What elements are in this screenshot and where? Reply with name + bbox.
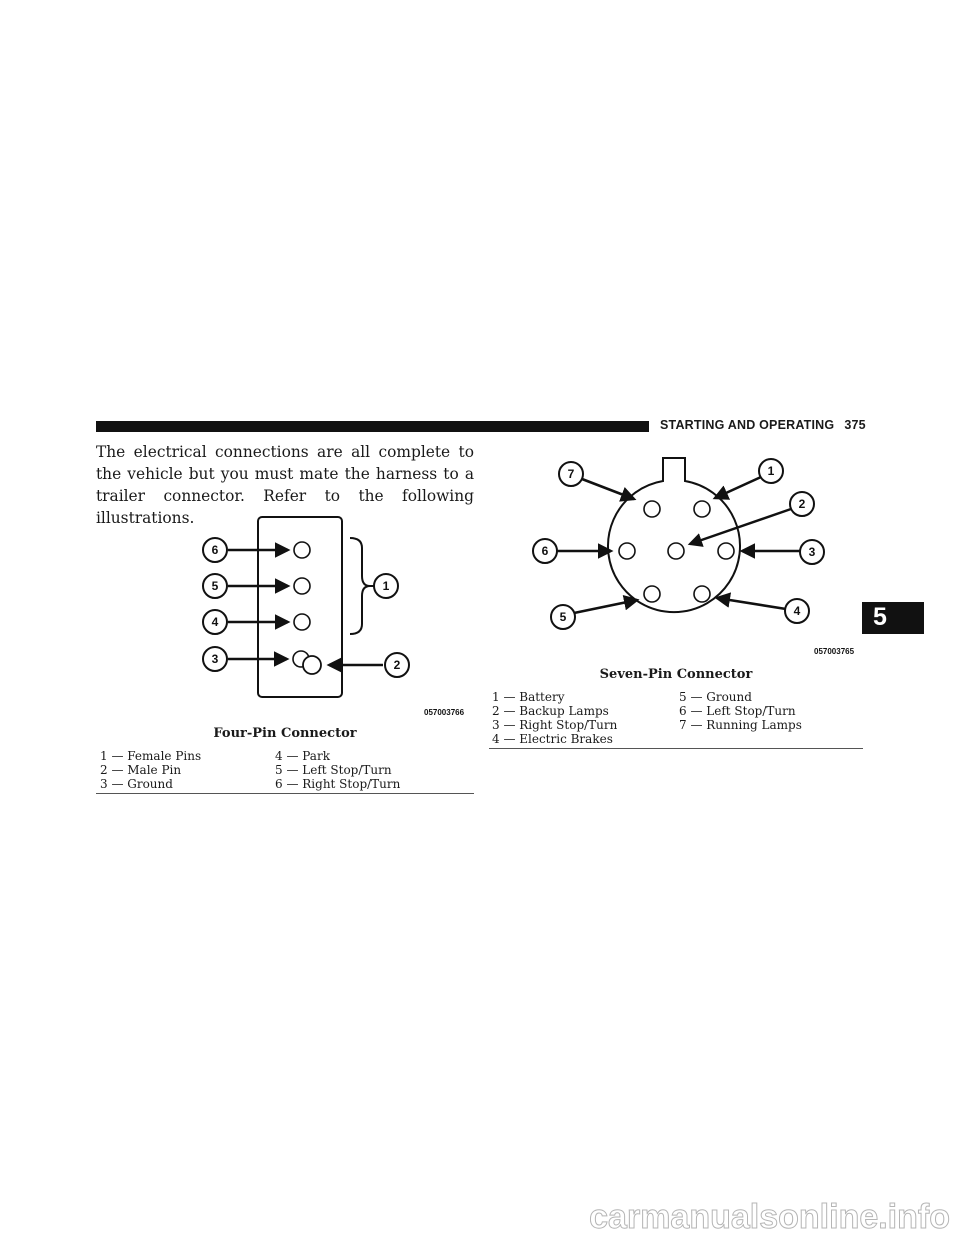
- svg-text:7: 7: [567, 467, 575, 481]
- callout-2: [385, 653, 409, 677]
- seven-pin-pin-2: [668, 543, 684, 559]
- seven-pin-legend-rule: [489, 748, 863, 749]
- seven-pin-pin-5: [644, 586, 660, 602]
- legend-item: 2 — Male Pin: [100, 763, 182, 777]
- seven-pin-pin-1: [694, 501, 710, 517]
- arrow-7: [582, 479, 634, 499]
- svg-text:1: 1: [382, 579, 390, 593]
- four-pin-pin-6: [294, 542, 310, 558]
- watermark: [0, 1190, 960, 1242]
- watermark-text: carmanualsonline.info: [589, 1198, 950, 1236]
- female-pins-bracket: [350, 538, 370, 634]
- callout-3: [800, 540, 824, 564]
- svg-text:3: 3: [808, 545, 816, 559]
- seven-pin-legend: [492, 690, 863, 748]
- page-number: 375: [844, 418, 866, 432]
- svg-text:6: 6: [211, 543, 219, 557]
- legend-item: 6 — Right Stop/Turn: [275, 777, 401, 791]
- seven-pin-pin-4: [694, 586, 710, 602]
- svg-text:6: 6: [541, 544, 549, 558]
- svg-text:2: 2: [393, 658, 401, 672]
- legend-item: 7 — Running Lamps: [679, 718, 802, 732]
- callout-6: [203, 538, 227, 562]
- callout-4: [203, 610, 227, 634]
- legend-item: 3 — Right Stop/Turn: [492, 718, 618, 732]
- legend-item: 1 — Female Pins: [100, 749, 202, 763]
- four-pin-legend: [100, 749, 474, 793]
- seven-pin-pin-3: [718, 543, 734, 559]
- legend-item: 1 — Battery: [492, 690, 565, 704]
- seven-pin-diagram: [533, 458, 855, 656]
- callout-4: [785, 599, 809, 623]
- svg-text:4: 4: [211, 615, 219, 629]
- callout-5: [203, 574, 227, 598]
- callout-5: [551, 605, 575, 629]
- seven-pin-pin-6: [619, 543, 635, 559]
- svg-text:4: 4: [793, 604, 801, 618]
- svg-text:1: 1: [767, 464, 775, 478]
- legend-item: 4 — Park: [275, 749, 330, 763]
- svg-text:3: 3: [211, 652, 219, 666]
- svg-text:2: 2: [798, 497, 806, 511]
- four-pin-figure-id: 057003766: [424, 708, 465, 717]
- legend-item: 3 — Ground: [100, 777, 173, 791]
- legend-item: 2 — Backup Lamps: [492, 704, 609, 718]
- callout-7: [559, 462, 583, 486]
- seven-pin-figure-id: 057003765: [814, 647, 855, 656]
- four-pin-male-pin: [303, 656, 321, 674]
- intro-paragraph: The electrical connections are all complete to the vehicle but you must mate the harness to a trailer connector. Refer to the following illustrations.: [96, 443, 474, 527]
- four-pin-pin-4: [294, 614, 310, 630]
- arrow-5: [574, 600, 637, 613]
- four-pin-diagram: [203, 517, 465, 717]
- seven-pin-housing: [608, 458, 740, 612]
- callout-3: [203, 647, 227, 671]
- arrow-4: [717, 598, 786, 609]
- seven-pin-pin-7: [644, 501, 660, 517]
- legend-item: 5 — Left Stop/Turn: [275, 763, 392, 777]
- svg-text:5: 5: [211, 579, 219, 593]
- arrow-1: [715, 477, 761, 498]
- callout-6: [533, 539, 557, 563]
- callout-1: [374, 574, 398, 598]
- seven-pin-caption: Seven-Pin Connector: [599, 667, 753, 682]
- four-pin-caption: Four-Pin Connector: [213, 726, 357, 741]
- chapter-number: 5: [873, 603, 887, 631]
- callout-2: [790, 492, 814, 516]
- callout-1: [759, 459, 783, 483]
- four-pin-pin-5: [294, 578, 310, 594]
- legend-item: 6 — Left Stop/Turn: [679, 704, 796, 718]
- legend-item: 4 — Electric Brakes: [492, 732, 613, 746]
- four-pin-legend-rule: [96, 793, 474, 794]
- svg-text:5: 5: [559, 610, 567, 624]
- section-title: STARTING AND OPERATING: [660, 418, 835, 432]
- legend-item: 5 — Ground: [679, 690, 752, 704]
